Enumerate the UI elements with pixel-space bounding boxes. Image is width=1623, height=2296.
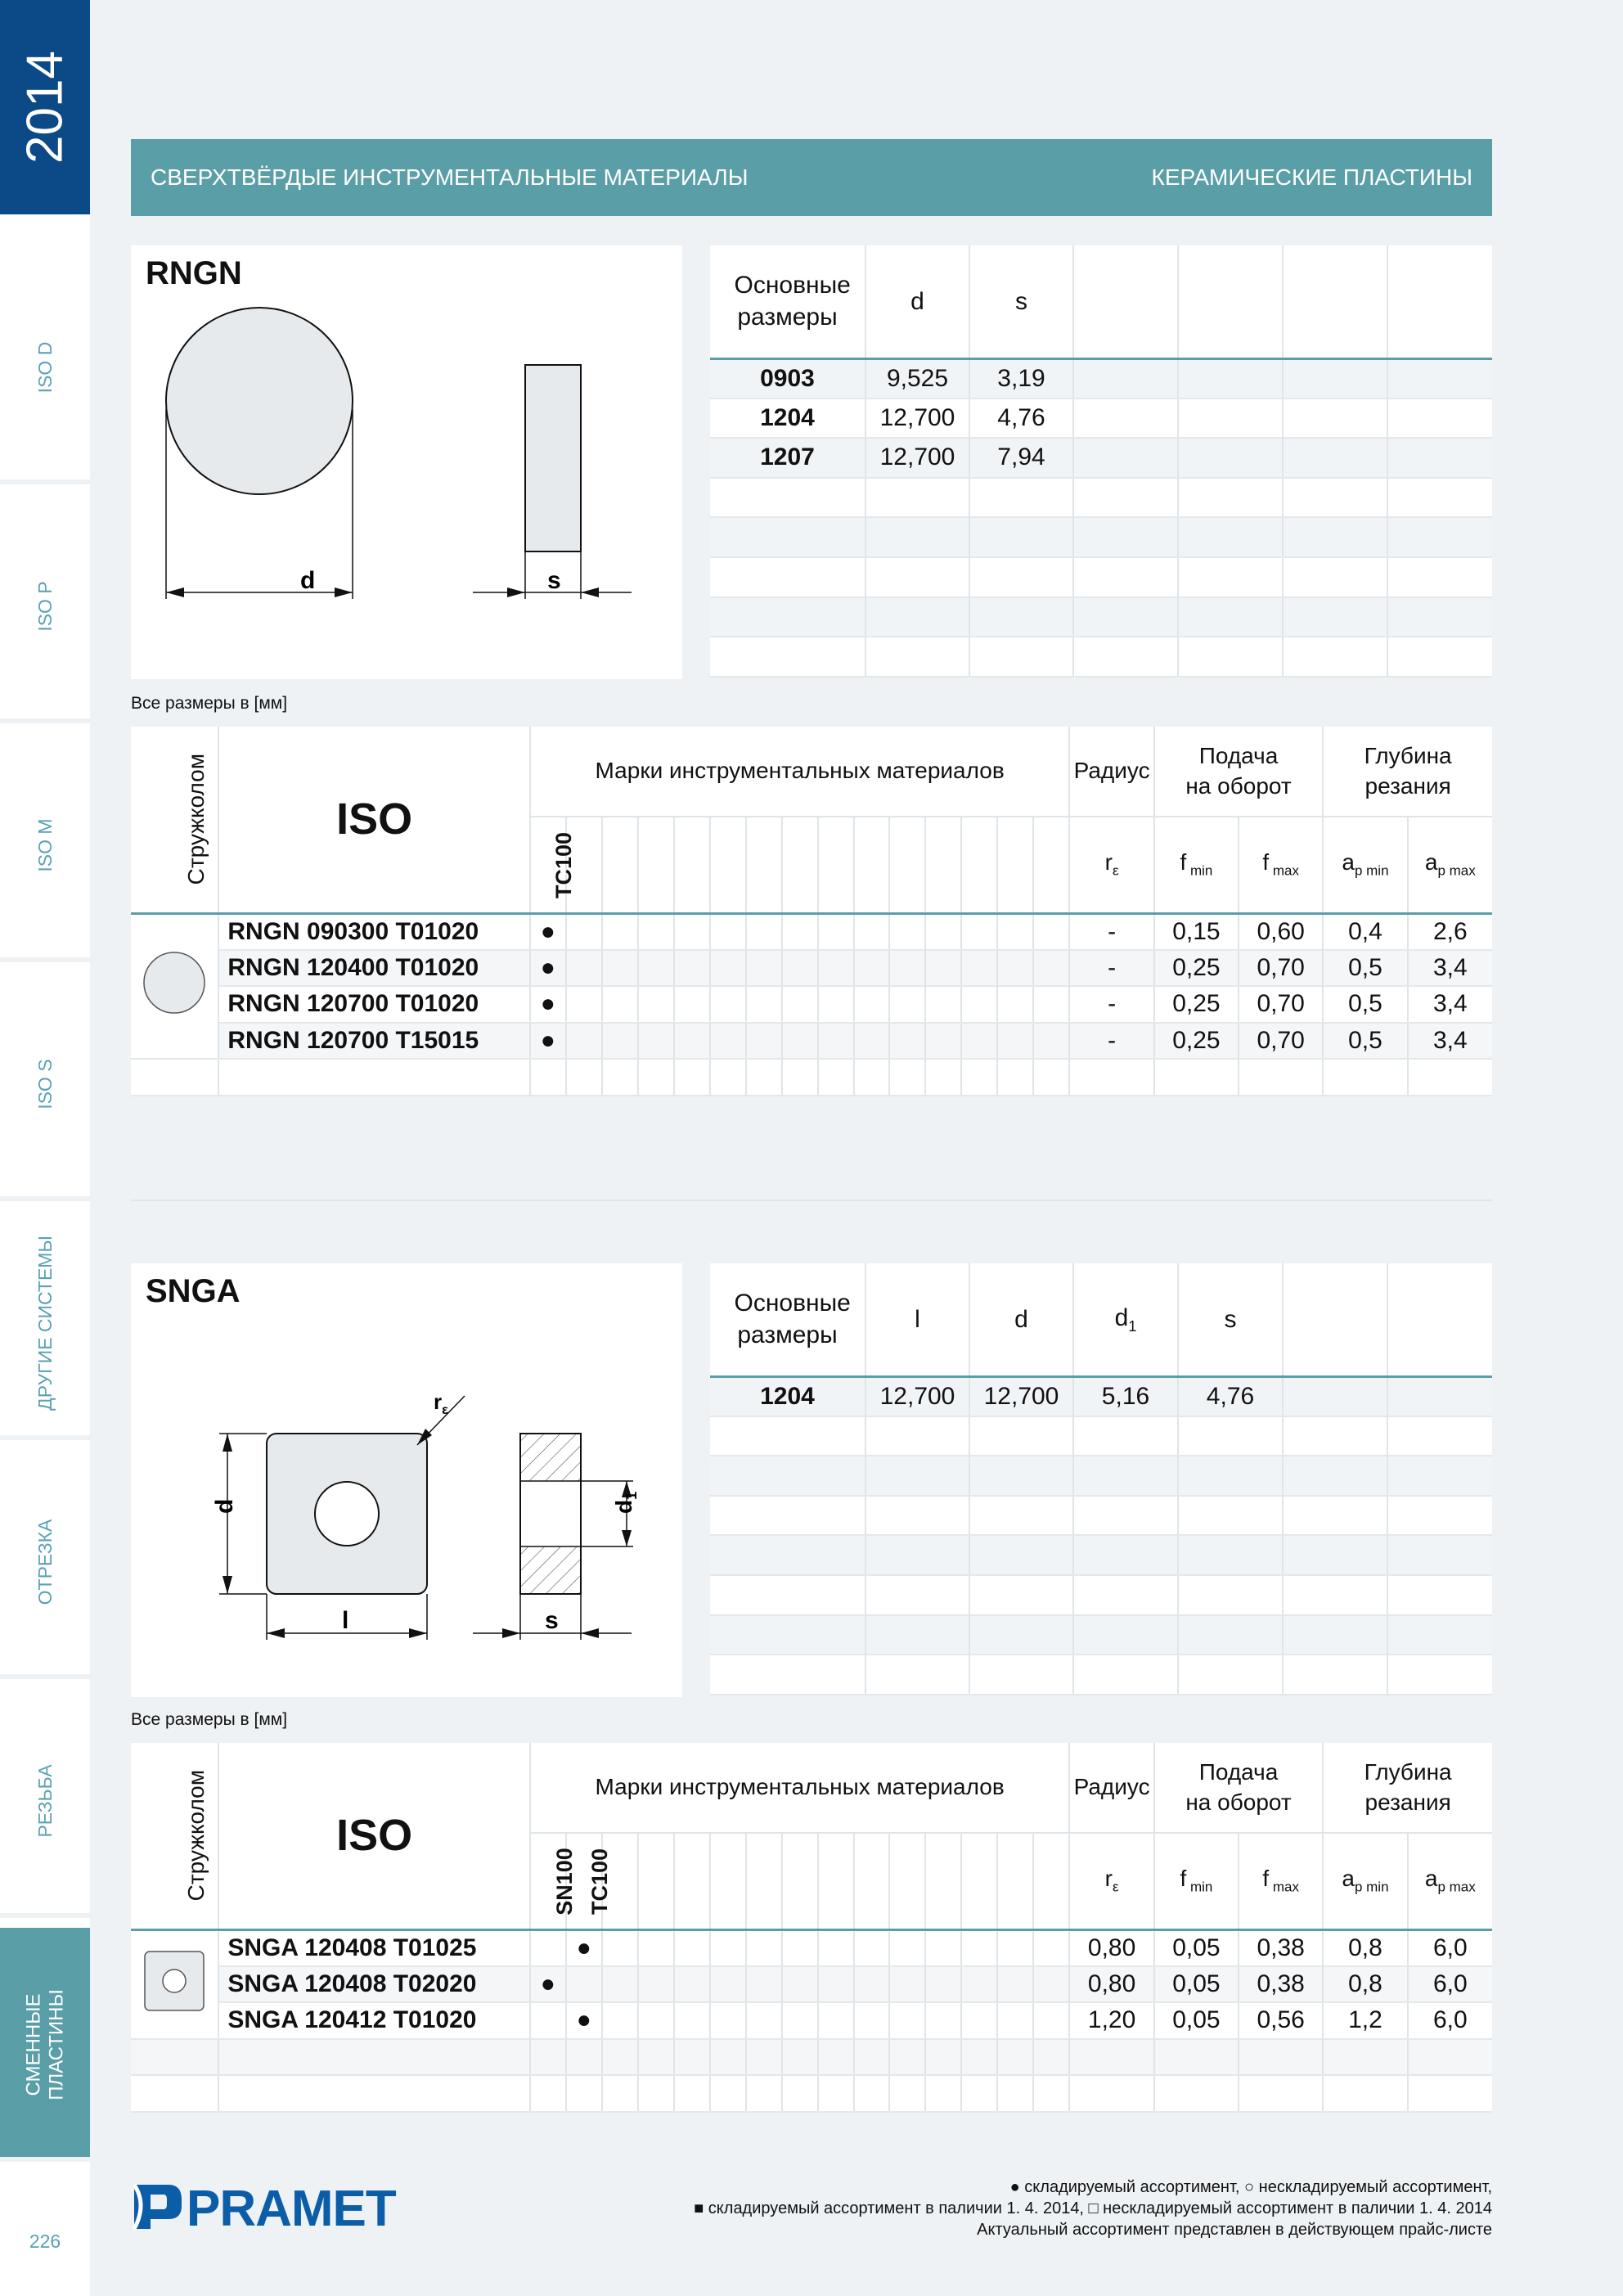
iso-header: ISO [218, 727, 529, 913]
legend-line-2: ■ складируемый ассортимент в паличии 1. 4. 2014, □ нескладируемый ассортимент в паличии 1. 4. 2014 [694, 2199, 1492, 2217]
table-row: 1204 12,700 12,700 5,16 4,76 [710, 1376, 1492, 1416]
dims-header-d: d [969, 1263, 1073, 1376]
feed-header: Подача на оборот [1154, 1743, 1324, 1833]
apmax-header: $a_{p max}$ [1408, 817, 1492, 913]
table-row [710, 557, 1492, 597]
dims-header-l: l [865, 1263, 969, 1376]
rngn-label-d: d [300, 567, 316, 594]
apmax-header: $a_{p max}$ [1408, 1833, 1492, 1929]
page-number: 226 [29, 2231, 61, 2252]
table-row: RNGN 090300 T01020 ● - 0,15 0,60 0,4 2,6 [131, 913, 1492, 950]
sidebar-tab-iso-d[interactable]: ISO D [0, 250, 90, 484]
snga-label-d1: $d_1$ [611, 1491, 640, 1514]
snga-label-d: d [211, 1498, 238, 1514]
table-row: RNGN 120700 T01020 ● - 0,25 0,70 0,5 3,4 [131, 986, 1492, 1023]
table-row: RNGN 120400 T01020 ● - 0,25 0,70 0,5 3,4 [131, 950, 1492, 987]
sidebar-tab-iso-m[interactable]: ISO M [0, 728, 90, 962]
grade-tc100: TC100 [566, 1833, 602, 1929]
header-left-title: СВЕРХТВЁРДЫЕ ИНСТРУМЕНТАЛЬНЫЕ МАТЕРИАЛЫ [151, 164, 749, 190]
rngn-grades-table [131, 727, 1492, 1096]
radius-header: Радиус [1069, 727, 1153, 817]
year-badge [0, 0, 90, 214]
snga-units-note: Все размеры в [мм] [131, 1710, 288, 1729]
table-row [710, 1535, 1492, 1575]
sidebar-tab-inserts[interactable]: СМЕННЫЕ ПЛАСТИНЫ [0, 1928, 90, 2162]
grades-title: Марки инструментальных материалов [530, 727, 1070, 817]
dims-header-d1: $d_1$ [1073, 1263, 1178, 1376]
re-header: $r_\varepsilon$ [1069, 817, 1153, 913]
dims-header-row [710, 245, 1492, 358]
snga-figure [131, 1263, 682, 1697]
fmin-header: f $_{min}$ [1154, 817, 1239, 913]
snga-grades-table [131, 1743, 1492, 2113]
rngn-figure [131, 245, 682, 679]
table-row [710, 1575, 1492, 1615]
table-row: SNGA 120408 T02020 ● 0,80 0,05 0,38 0,8 6,0 [131, 1966, 1492, 2003]
dims-header-s: s [1178, 1263, 1283, 1376]
dims-header-d: d [865, 245, 969, 358]
legend-line-1: ● складируемый ассортимент, ○ нескладируемый ассортимент, [1009, 2178, 1492, 2196]
fmax-header: f $_{max}$ [1239, 817, 1323, 913]
table-row: 1204 12,700 4,76 [710, 398, 1492, 439]
sidebar-tab-iso-p[interactable]: ISO P [0, 489, 90, 723]
snga-label-s: s [545, 1607, 559, 1634]
table-row [710, 1416, 1492, 1456]
dims-header-s: s [969, 245, 1073, 358]
sidebar-tab-parting[interactable]: ОТРЕЗКА [0, 1445, 90, 1679]
table-row [131, 2075, 1492, 2112]
chipbreaker-square-icon [131, 1929, 218, 2039]
table-row: 0903 9,525 3,19 [710, 358, 1492, 398]
snga-dimensions-table [710, 1263, 1492, 1695]
apmin-header: $a_{p min}$ [1323, 817, 1407, 913]
section-header [131, 139, 1492, 216]
chipbreaker-round-icon [131, 913, 218, 1059]
table-row [131, 2039, 1492, 2076]
chipbreaker-header: Стружколом [131, 727, 218, 913]
apmin-header: $a_{p min}$ [1323, 1833, 1407, 1929]
depth-header: Глубина резания [1323, 727, 1492, 817]
dims-header-main: Основные размеры [710, 1263, 865, 1376]
year-label: 2014 [16, 51, 74, 164]
grades-title: Марки инструментальных материалов [530, 1743, 1070, 1833]
snga-drawing [131, 1263, 682, 1697]
dims-header-main: Основные размеры [710, 245, 865, 358]
legend-line-3: Актуальный ассортимент представлен в действующем прайс-листе [977, 2221, 1492, 2239]
rngn-code: RNGN [146, 255, 242, 291]
pramet-logo [131, 2180, 401, 2234]
fmax-header: f $_{max}$ [1239, 1833, 1323, 1929]
snga-label-l: l [342, 1607, 349, 1634]
rngn-drawing [131, 245, 682, 679]
table-row [710, 478, 1492, 518]
fmin-header: f $_{min}$ [1154, 1833, 1239, 1929]
table-row: SNGA 120408 T01025 ● 0,80 0,05 0,38 0,8 6,0 [131, 1929, 1492, 1966]
depth-header: Глубина резания [1323, 1743, 1492, 1833]
sidebar-tab-other-systems[interactable]: ДРУГИЕ СИСТЕМЫ [0, 1206, 90, 1440]
section-separator [131, 1200, 1492, 1201]
footer-legend [694, 2177, 1492, 2240]
rngn-units-note: Все размеры в [мм] [131, 694, 288, 713]
grade-sn100: SN100 [530, 1833, 566, 1929]
pramet-logo-icon [131, 2180, 401, 2234]
table-row [710, 1456, 1492, 1496]
rngn-label-s: s [547, 567, 561, 594]
rngn-dimensions-table [710, 245, 1492, 678]
sidebar-tab-iso-s[interactable]: ISO S [0, 967, 90, 1201]
table-row [710, 517, 1492, 557]
table-row [710, 1654, 1492, 1695]
feed-header: Подача на оборот [1154, 727, 1324, 817]
table-row [710, 1496, 1492, 1536]
svg-text:PRAMET: PRAMET [187, 2181, 396, 2234]
table-row [710, 597, 1492, 637]
dims-header-row [710, 1263, 1492, 1376]
table-row [710, 637, 1492, 677]
table-row: 1207 12,700 7,94 [710, 438, 1492, 478]
snga-code: SNGA [146, 1273, 241, 1309]
re-header: $r_\varepsilon$ [1069, 1833, 1153, 1929]
grade-tc100: TC100 [530, 817, 566, 913]
chipbreaker-header: Стружколом [131, 1743, 218, 1929]
table-row [710, 1615, 1492, 1655]
header-right-title: КЕРАМИЧЕСКИЕ ПЛАСТИНЫ [1151, 164, 1472, 190]
radius-header: Радиус [1069, 1743, 1153, 1833]
table-row: RNGN 120700 T15015 ● - 0,25 0,70 0,5 3,4 [131, 1023, 1492, 1060]
table-row: SNGA 120412 T01020 ● 1,20 0,05 0,56 1,2 6,0 [131, 2002, 1492, 2039]
sidebar [0, 0, 90, 2296]
snga-label-re: $r_\varepsilon$ [434, 1389, 448, 1417]
iso-header: ISO [218, 1743, 529, 1929]
sidebar-tab-threading[interactable]: РЕЗЬБА [0, 1684, 90, 1918]
table-row [131, 1059, 1492, 1096]
